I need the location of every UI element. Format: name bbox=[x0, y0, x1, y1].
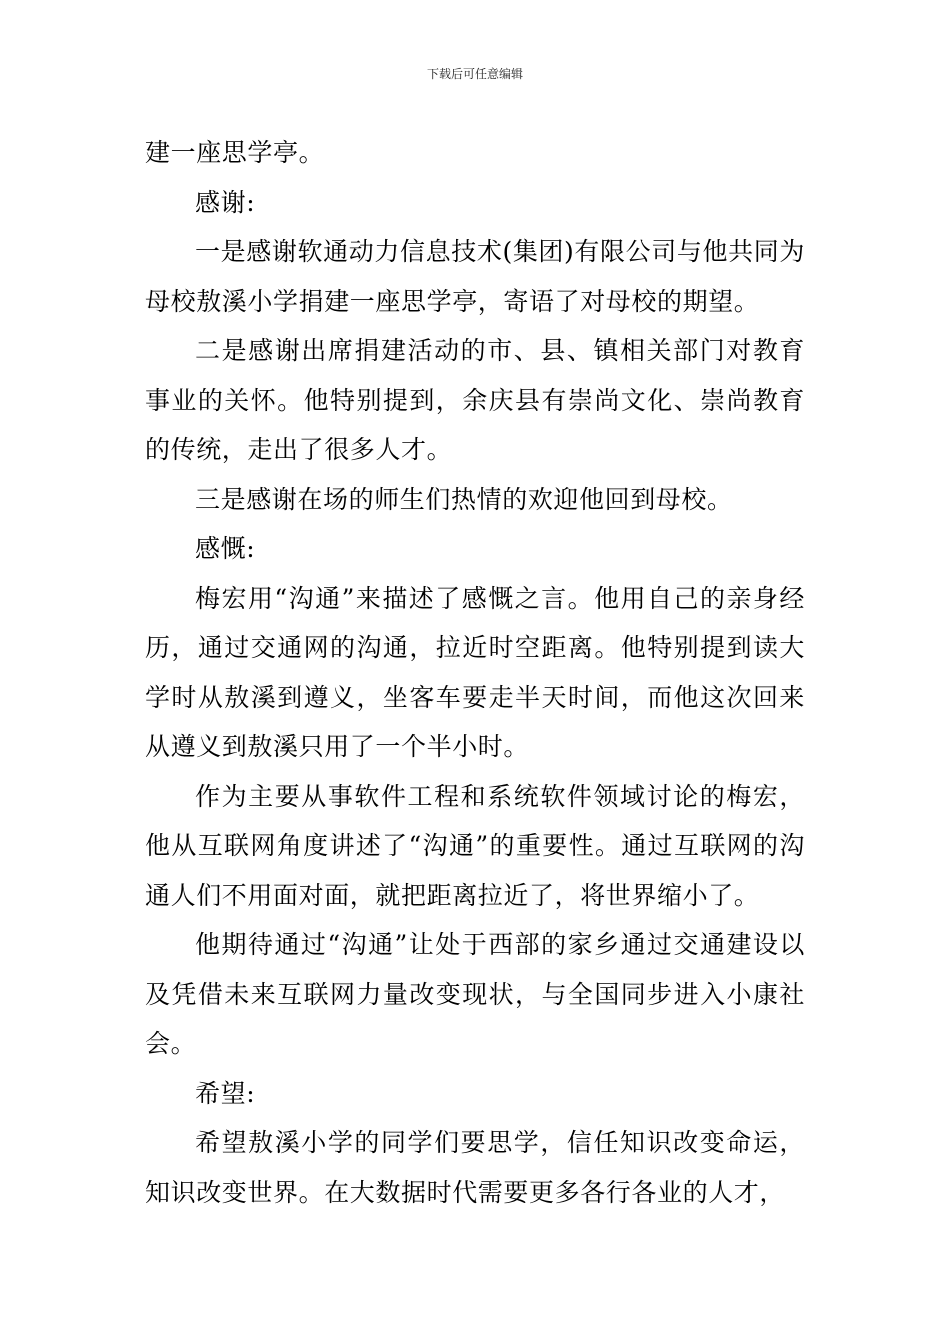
paragraph-thanks-3: 三是感谢在场的师生们热情的欢迎他回到母校。 bbox=[195, 484, 733, 514]
page-header: 下载后可任意编辑 bbox=[426, 67, 523, 81]
paragraph-reflection-3: 他期待通过“沟通”让处于西部的家乡通过交通建设以及凭借未来互联网力量改变现状，与全国同步进入小康社会。 bbox=[145, 930, 805, 1058]
paragraph-hope-1: 希望敖溪小学的同学们要思学，信任知识改变命运，知识改变世界。在大数据时代需要更多各行各业的人才， bbox=[145, 1128, 805, 1207]
document-body bbox=[145, 128, 805, 1217]
section-heading-thanks: 感谢: bbox=[195, 187, 256, 217]
paragraph-reflection-2: 作为主要从事软件工程和系统软件领域讨论的梅宏，他从互联网角度讲述了“沟通”的重要性。通过互联网的沟通人们不用面对面，就把距离拉近了，将世界缩小了。 bbox=[145, 781, 805, 910]
section-heading-hope: 希望: bbox=[195, 1078, 256, 1108]
paragraph-reflection-1: 梅宏用“沟通”来描述了感慨之言。他用自己的亲身经历，通过交通网的沟通，拉近时空距离。他特别提到读大学时从敖溪到遵义，坐客车要走半天时间，而他这次回来从遵义到敖溪只用了一个半小时。 bbox=[145, 583, 805, 761]
paragraph-thanks-2: 二是感谢出席捐建活动的市、县、镇相关部门对教育事业的关怀。他特别提到，余庆县有崇尚文化、崇尚教育的传统，走出了很多人才。 bbox=[145, 336, 805, 464]
section-heading-reflection: 感慨: bbox=[195, 534, 256, 563]
paragraph-thanks-1: 一是感谢软通动力信息技术(集团)有限公司与他共同为母校敖溪小学捐建一座思学亭，寄语了对母校的期望。 bbox=[145, 237, 805, 316]
paragraph-continuation: 建一座思学亭。 bbox=[145, 138, 325, 167]
